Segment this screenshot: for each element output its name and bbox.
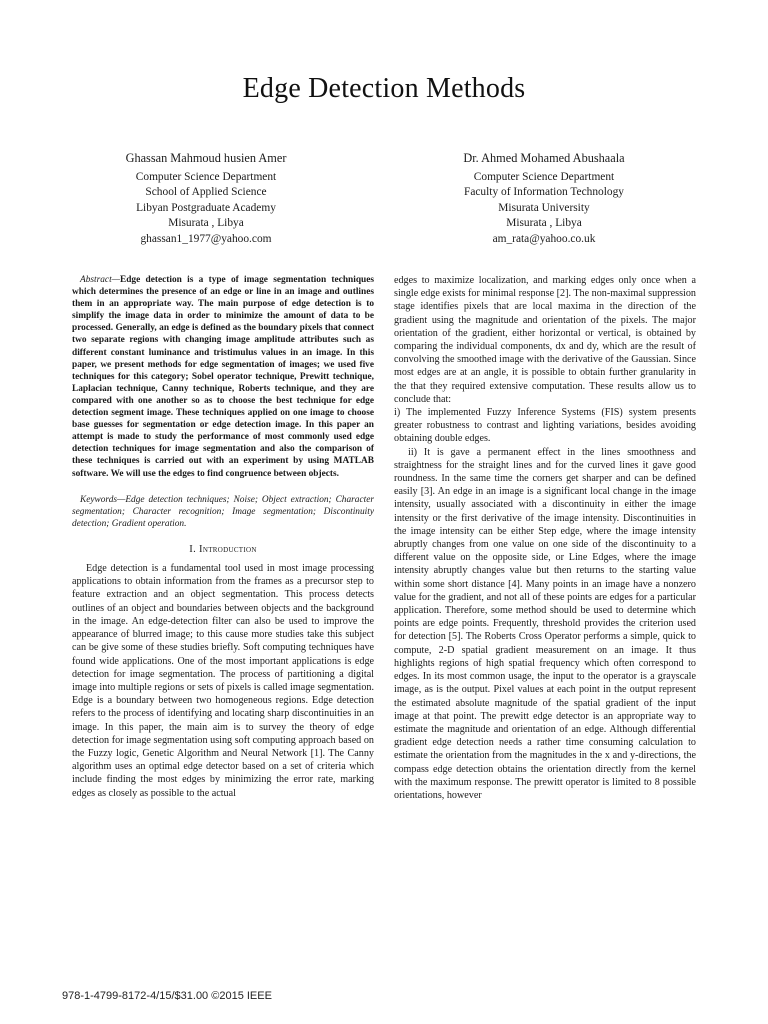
abstract-text: Edge detection is a type of image segmentation techniques which determines the presence of an edge or line in an image and outlines them in an appropriate way. The main purpose of edge detection is to simplify the image data in order to minimize the amount of data to be processed. Generally, an edge is defined as the boundary pixels that connect two separate regions with changing image amplitude attributes such as different constant luminance and tristimulus values in an image. In this paper, we present methods for edge segmentation of images; we used five techniques for this category; Sobel operator technique, Prewitt technique, Laplacian technique, Canny technique, Roberts technique, and they are compared with one another so as to choose the best technique for edge detection segment image. These techniques applied on one image to choose base guesses for segmentation or edge detection image. In this paper an attempt is made to study the performance of most commonly used edge detection techniques for image segmentation and also the comparison of these techniques is carried out with an experiment by using MATLAB software. We will use the edges to find congruence between objects. xyxy=(72,275,374,479)
keywords: Keywords—Edge detection techniques; Noise; Object extraction; Character segmentation; Character recognition; Image segmentation; Discontinuity detection; Gradient operation. xyxy=(72,494,374,529)
author-school: Faculty of Information Technology xyxy=(463,186,624,198)
author-school: School of Applied Science xyxy=(145,186,267,198)
author-city: Misurata , Libya xyxy=(506,217,582,229)
author-block-1 xyxy=(61,151,351,247)
author-block-2 xyxy=(399,151,689,247)
author-department: Computer Science Department xyxy=(473,170,615,183)
author-email: am_rata@yahoo.co.uk xyxy=(492,232,596,245)
right-column xyxy=(394,274,696,802)
left-column xyxy=(72,274,374,800)
section-heading: I. Introduction xyxy=(189,543,257,555)
paper-title: Edge Detection Methods xyxy=(242,73,526,104)
abstract xyxy=(72,274,374,480)
author-organization: Libyan Postgraduate Academy xyxy=(136,201,276,214)
introduction-paragraph: Edge detection is a fundamental tool used in most image processing applications to obtain information from the frames as a precursor step to feature extraction and an object segmentation. This process detects outlines of an object and boundaries between objects and the background in the image. An edge-detection filter can also be used to improve the appearance of blurred image; to this cause more studies take this subject can be give some of these studies briefly. Soft computing techniques have found wide applications. One of the most important applications is edge detection for image segmentation. The process of partitioning a digital image into multiple regions or sets of pixels is called image segmentation. Edge is a boundary between two homogeneous regions. Edge detection refers to the process of identifying and locating sharp discontinuities in an image. In this paper, the main aim is to survey the theory of edge detection for image segmentation using soft computing approach based on the Fuzzy logic, Genetic Algorithm and Neural Network [1]. The Canny algorithm uses an optimal edge detector based on a set of criteria which include finding the most edges by minimizing the error rate, marking edges as closely as possible to the actual xyxy=(72,563,374,799)
abstract-lead: Abstract— xyxy=(80,275,120,285)
author-name: Ghassan Mahmoud husien Amer xyxy=(125,151,287,165)
body-paragraph: ii) It is gave a permanent effect in the lines smoothness and straightness for the straight lines and for the curved lines it gave good roundness. In the same time the corners get sharper and can be defined easily [3]. An edge in an image is a significant local change in the image intensity, usually associated with a discontinuity in either the image intensity or the first derivative of the image intensity. Discontinuities in the image intensity can be either Step edge, where the image intensity abruptly changes from one value on one side of the discontinuity to a different value on the opposite side, or Line Edges, where the image intensity abruptly changes value but then returns to the starting value within some short distance [4]. Many points in an image have a nonzero value for the gradient, and not all of these points are edges for a particular application. Therefore, some method should be used to determine which points are edge points. Frequently, threshold provides the criterion used for detection [5]. The Roberts Cross Operator performs a simple, quick to compute, 2-D spatial gradient measurement on an image. It thus highlights regions of high spatial frequency which often correspond to edges. In its most common usage, the input to the operator is a grayscale image, as is the output. Pixel values at each point in the output represent the estimated absolute magnitude of the spatial gradient of the input image at that point. The prewitt edge detector is an appropriate way to estimate the magnitude and orientation of an edge. Although differential gradient edge detection needs a rather time consuming calculation to estimate the orientation from the magnitudes in the x and y-directions, the compass edge detection obtains the orientation directly from the kernel with the maximum response. The prewitt operator is limited to 8 possible orientations, however xyxy=(394,446,696,801)
author-city: Misurata , Libya xyxy=(168,217,244,229)
body-paragraph: i) The implemented Fuzzy Inference Systems (FIS) system presents greater robustness to contrast and lighting variations, besides avoiding obtaining double edges. xyxy=(394,407,696,445)
author-department: Computer Science Department xyxy=(135,170,277,183)
author-name: Dr. Ahmed Mohamed Abushaala xyxy=(463,151,625,165)
author-email: ghassan1_1977@yahoo.com xyxy=(140,232,272,245)
author-organization: Misurata University xyxy=(498,201,590,214)
copyright-footer: 978-1-4799-8172-4/15/$31.00 ©2015 IEEE xyxy=(62,990,272,1002)
body-paragraph: edges to maximize localization, and marking edges only once when a single edge exists for minimal response [2]. The non-maximal suppression stage identifies pixels that are local maxima in the direction of the gradient using the magnitude and orientation of the pixels. The major orientation of the gradient, either horizontal or vertical, is obtained by comparing the individual components, dx and dy, which are the result of convolving the smoothed image with the derivative of the Gaussian. Since most edges are at an angle, it is possible to obtain further granularity in the that they required extensive computation. These results allow us to conclude that: xyxy=(394,275,696,405)
